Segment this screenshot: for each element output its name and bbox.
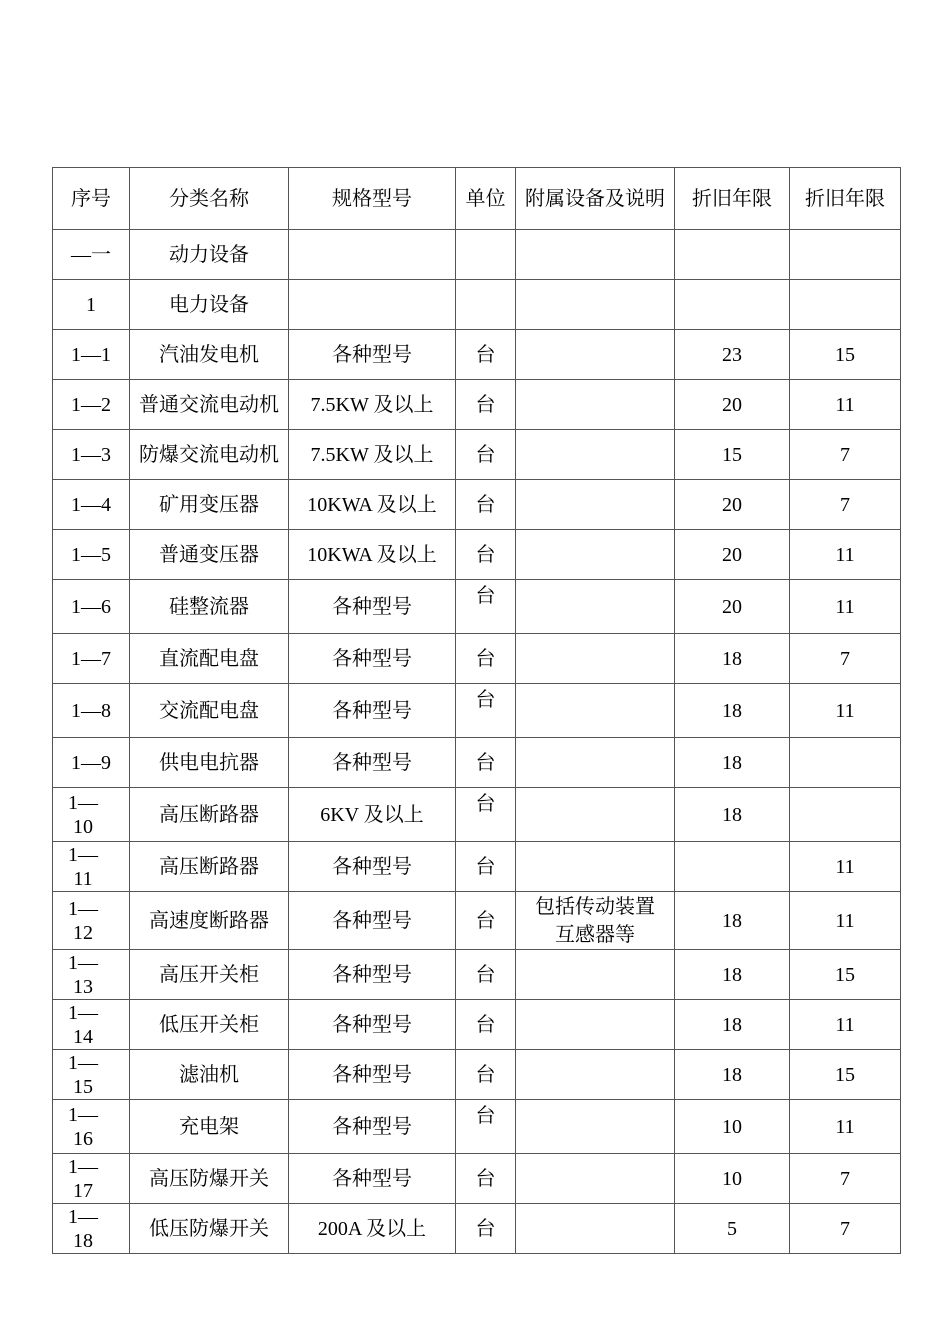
cell-note (516, 1050, 675, 1100)
cell-spec: 各种型号 (289, 1050, 456, 1100)
cell-years-1: 18 (675, 892, 790, 950)
cell-years-1: 10 (675, 1154, 790, 1204)
cell-spec: 10KWA 及以上 (289, 480, 456, 530)
cell-note (516, 330, 675, 380)
cell-unit: 台 (456, 842, 516, 892)
cell-note (516, 950, 675, 1000)
cell-years-1: 5 (675, 1204, 790, 1254)
cell-name: 滤油机 (130, 1050, 289, 1100)
cell-name: 直流配电盘 (130, 634, 289, 684)
cell-years-2 (790, 788, 901, 842)
cell-seq: 1—3 (53, 430, 130, 480)
table-row (53, 634, 901, 684)
cell-seq: 1—4 (53, 480, 130, 530)
cell-years-1: 18 (675, 738, 790, 788)
cell-spec: 各种型号 (289, 892, 456, 950)
cell-note (516, 1000, 675, 1050)
cell-seq: 1—2 (53, 380, 130, 430)
table-row (53, 1100, 901, 1154)
cell-years-1: 15 (675, 430, 790, 480)
cell-unit: 台 (456, 530, 516, 580)
cell-spec: 各种型号 (289, 1154, 456, 1204)
cell-years-2: 7 (790, 480, 901, 530)
cell-unit: 台 (456, 892, 516, 950)
cell-years-2: 11 (790, 380, 901, 430)
cell-years-2 (790, 738, 901, 788)
cell-name: 硅整流器 (130, 580, 289, 634)
cell-years-2: 15 (790, 330, 901, 380)
cell-years-2: 7 (790, 1154, 901, 1204)
cell-unit: 台 (456, 380, 516, 430)
cell-years-1: 20 (675, 530, 790, 580)
cell-years-2: 11 (790, 580, 901, 634)
cell-years-1: 20 (675, 380, 790, 430)
cell-name: 高压防爆开关 (130, 1154, 289, 1204)
cell-years-2: 11 (790, 842, 901, 892)
cell-years-1: 18 (675, 788, 790, 842)
cell-name: 高速度断路器 (130, 892, 289, 950)
header-spec: 规格型号 (289, 168, 456, 230)
cell-name: 供电电抗器 (130, 738, 289, 788)
cell-years-1 (675, 280, 790, 330)
cell-seq: 1—12 (53, 892, 130, 950)
cell-spec: 7.5KW 及以上 (289, 380, 456, 430)
cell-unit: 台 (456, 480, 516, 530)
cell-note (516, 530, 675, 580)
cell-note (516, 1204, 675, 1254)
cell-spec: 各种型号 (289, 634, 456, 684)
cell-name: 高压断路器 (130, 842, 289, 892)
header-note: 附属设备及说明 (516, 168, 675, 230)
table-row (53, 280, 901, 330)
cell-name: 低压防爆开关 (130, 1204, 289, 1254)
cell-unit (456, 230, 516, 280)
cell-note (516, 842, 675, 892)
cell-years-2: 11 (790, 530, 901, 580)
cell-note (516, 1100, 675, 1154)
cell-seq: 1—6 (53, 580, 130, 634)
cell-name: 充电架 (130, 1100, 289, 1154)
cell-seq: 1—11 (53, 842, 130, 892)
cell-spec (289, 280, 456, 330)
table-row (53, 330, 901, 380)
cell-years-1: 18 (675, 634, 790, 684)
cell-note: 包括传动装置互感器等 (516, 892, 675, 950)
cell-name: 汽油发电机 (130, 330, 289, 380)
cell-years-1: 10 (675, 1100, 790, 1154)
header-years-1: 折旧年限 (675, 168, 790, 230)
cell-unit: 台 (456, 738, 516, 788)
cell-name: 动力设备 (130, 230, 289, 280)
cell-note (516, 380, 675, 430)
cell-unit: 台 (456, 330, 516, 380)
header-name: 分类名称 (130, 168, 289, 230)
cell-name: 低压开关柜 (130, 1000, 289, 1050)
header-seq: 序号 (53, 168, 130, 230)
cell-seq: —一 (53, 230, 130, 280)
table-row (53, 892, 901, 950)
cell-note (516, 230, 675, 280)
cell-seq: 1—1 (53, 330, 130, 380)
cell-note (516, 788, 675, 842)
cell-seq: 1—8 (53, 684, 130, 738)
cell-years-2: 11 (790, 1000, 901, 1050)
cell-name: 电力设备 (130, 280, 289, 330)
cell-years-1: 20 (675, 580, 790, 634)
cell-seq: 1—16 (53, 1100, 130, 1154)
cell-note (516, 580, 675, 634)
cell-spec: 各种型号 (289, 330, 456, 380)
cell-name: 防爆交流电动机 (130, 430, 289, 480)
cell-years-2: 7 (790, 1204, 901, 1254)
cell-unit: 台 (456, 1100, 516, 1154)
cell-spec: 各种型号 (289, 842, 456, 892)
cell-spec: 7.5KW 及以上 (289, 430, 456, 480)
table-row (53, 1204, 901, 1254)
table-row (53, 788, 901, 842)
cell-seq: 1—14 (53, 1000, 130, 1050)
cell-unit: 台 (456, 950, 516, 1000)
cell-unit: 台 (456, 788, 516, 842)
cell-years-2: 15 (790, 950, 901, 1000)
cell-spec: 10KWA 及以上 (289, 530, 456, 580)
header-years-2: 折旧年限 (790, 168, 901, 230)
cell-years-1 (675, 842, 790, 892)
cell-seq: 1—13 (53, 950, 130, 1000)
cell-years-2: 11 (790, 684, 901, 738)
cell-years-2 (790, 280, 901, 330)
cell-seq: 1—10 (53, 788, 130, 842)
cell-unit: 台 (456, 1204, 516, 1254)
cell-years-1 (675, 230, 790, 280)
cell-name: 高压断路器 (130, 788, 289, 842)
cell-unit (456, 280, 516, 330)
table-row (53, 950, 901, 1000)
cell-unit: 台 (456, 1154, 516, 1204)
cell-unit: 台 (456, 1050, 516, 1100)
table-row (53, 530, 901, 580)
cell-note (516, 280, 675, 330)
cell-unit: 台 (456, 634, 516, 684)
cell-seq: 1—7 (53, 634, 130, 684)
cell-years-1: 20 (675, 480, 790, 530)
table-row (53, 684, 901, 738)
cell-unit: 台 (456, 430, 516, 480)
cell-seq: 1—15 (53, 1050, 130, 1100)
cell-note (516, 1154, 675, 1204)
cell-years-2: 11 (790, 892, 901, 950)
cell-note (516, 684, 675, 738)
cell-years-1: 18 (675, 684, 790, 738)
cell-years-2: 15 (790, 1050, 901, 1100)
cell-seq: 1—5 (53, 530, 130, 580)
table-row (53, 580, 901, 634)
header-row (53, 168, 901, 230)
cell-name: 高压开关柜 (130, 950, 289, 1000)
cell-name: 矿用变压器 (130, 480, 289, 530)
cell-years-2: 7 (790, 430, 901, 480)
cell-seq: 1 (53, 280, 130, 330)
table-row (53, 480, 901, 530)
table-row (53, 430, 901, 480)
cell-years-2: 7 (790, 634, 901, 684)
depreciation-table (52, 167, 901, 1254)
cell-unit: 台 (456, 1000, 516, 1050)
cell-name: 普通变压器 (130, 530, 289, 580)
cell-years-1: 18 (675, 1050, 790, 1100)
table-row (53, 738, 901, 788)
table-row (53, 1154, 901, 1204)
header-unit: 单位 (456, 168, 516, 230)
cell-unit: 台 (456, 580, 516, 634)
table-row (53, 380, 901, 430)
cell-note (516, 430, 675, 480)
cell-note (516, 738, 675, 788)
cell-seq: 1—9 (53, 738, 130, 788)
cell-spec: 6KV 及以上 (289, 788, 456, 842)
table-row (53, 1050, 901, 1100)
cell-years-1: 18 (675, 1000, 790, 1050)
cell-name: 交流配电盘 (130, 684, 289, 738)
table-row (53, 230, 901, 280)
table-row (53, 1000, 901, 1050)
table-row (53, 842, 901, 892)
cell-note (516, 480, 675, 530)
cell-unit: 台 (456, 684, 516, 738)
cell-spec: 各种型号 (289, 1100, 456, 1154)
cell-spec: 各种型号 (289, 738, 456, 788)
cell-years-2: 11 (790, 1100, 901, 1154)
cell-note (516, 634, 675, 684)
cell-name: 普通交流电动机 (130, 380, 289, 430)
cell-spec: 各种型号 (289, 684, 456, 738)
cell-spec: 各种型号 (289, 950, 456, 1000)
cell-spec: 各种型号 (289, 580, 456, 634)
cell-seq: 1—18 (53, 1204, 130, 1254)
cell-spec (289, 230, 456, 280)
cell-spec: 200A 及以上 (289, 1204, 456, 1254)
cell-seq: 1—17 (53, 1154, 130, 1204)
cell-spec: 各种型号 (289, 1000, 456, 1050)
cell-years-1: 18 (675, 950, 790, 1000)
cell-years-2 (790, 230, 901, 280)
cell-years-1: 23 (675, 330, 790, 380)
